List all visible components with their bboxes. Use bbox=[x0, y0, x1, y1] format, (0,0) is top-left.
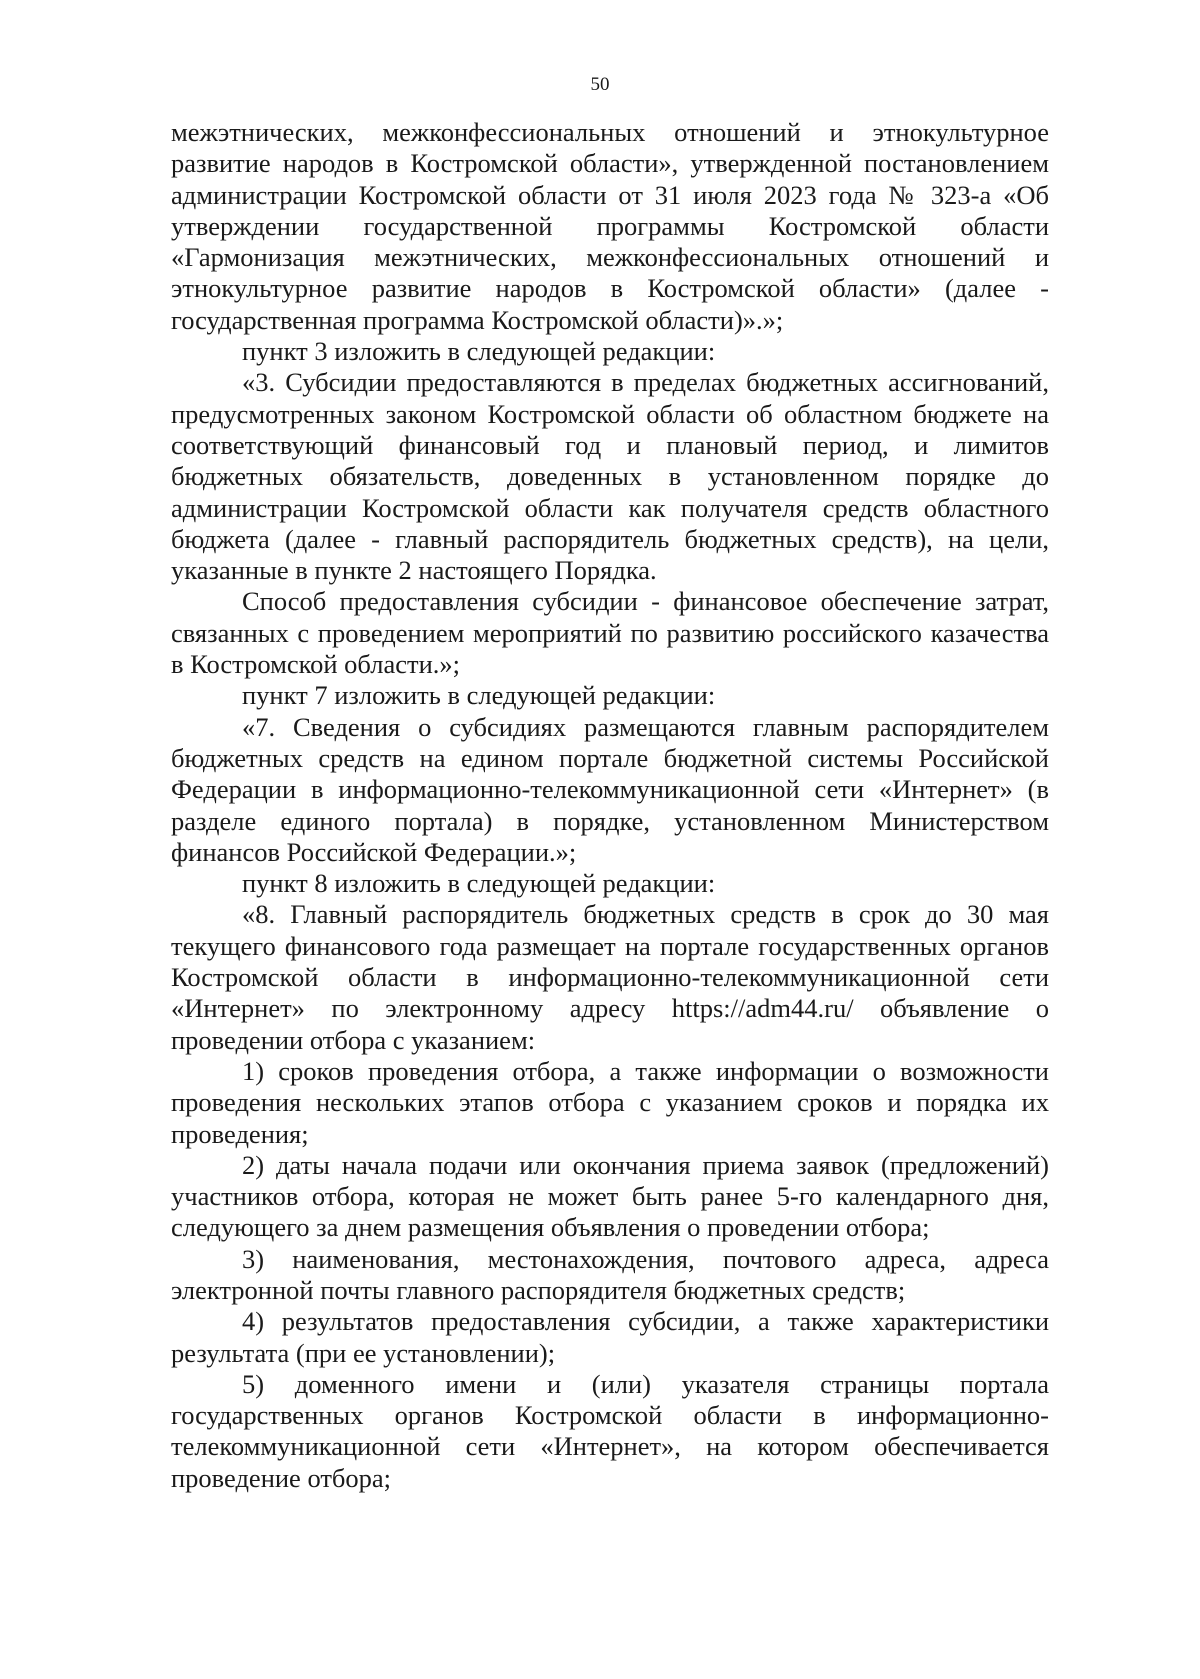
paragraph-subsidy-method: Способ предоставления субсидии - финансовое обеспечение затрат, связанных с проведением мероприятий по развитию российского казачества в Костромской области.»; bbox=[171, 586, 1049, 680]
list-item-1: 1) сроков проведения отбора, а также информации о возможности проведения нескольких этапов отбора с указанием сроков и порядка их проведения; bbox=[171, 1055, 1049, 1149]
list-item-2: 2) даты начала подачи или окончания приема заявок (предложений) участников отбора, которая не может быть ранее 5-го календарного дня, следующего за днем размещения объявления о проведении отбора; bbox=[171, 1149, 1049, 1243]
paragraph-continuation: межэтнических, межконфессиональных отношений и этнокультурное развитие народов в Костромской области», утвержденной постановлением администрации Костромской области от 31 июля 2023 года № 323-а «Об утверждении государственной программы Костромской области «Гармонизация межэтнических, межконфессиональных отношений и этнокультурное развитие народов в Костромской области» (далее - государственная программа Костромской области)».»; bbox=[171, 117, 1049, 335]
document-body bbox=[171, 117, 1049, 1494]
paragraph-point-8-text: «8. Главный распорядитель бюджетных средств в срок до 30 мая текущего финансового года размещает на портале государственных органов Костромской области в информационно-телекоммуникационной сети «Интернет» по электронному адресу https://adm44.ru/ объявление о проведении отбора с указанием: bbox=[171, 899, 1049, 1055]
paragraph-amendment-point-8: пункт 8 изложить в следующей редакции: bbox=[242, 868, 716, 899]
page-number: 50 bbox=[590, 74, 610, 95]
list-item-4: 4) результатов предоставления субсидии, а также характеристики результата (при ее установлении); bbox=[171, 1306, 1049, 1368]
list-item-3: 3) наименования, местонахождения, почтового адреса, адреса электронной почты главного распорядителя бюджетных средств; bbox=[171, 1243, 1049, 1305]
paragraph-point-3-text: «3. Субсидии предоставляются в пределах бюджетных ассигнований, предусмотренных законом Костромской области об областном бюджете на соответствующий финансовый год и плановый период, и лимитов бюджетных обязательств, доведенных в установленном порядке до администрации Костромской области как получателя средств областного бюджета (далее - главный распорядитель бюджетных средств), на цели, указанные в пункте 2 настоящего Порядка. bbox=[171, 367, 1049, 586]
paragraph-amendment-point-3: пункт 3 изложить в следующей редакции: bbox=[242, 336, 716, 367]
paragraph-amendment-point-7: пункт 7 изложить в следующей редакции: bbox=[242, 680, 716, 711]
paragraph-point-7-text: «7. Сведения о субсидиях размещаются главным распорядителем бюджетных средств на едином портале бюджетной системы Российской Федерации в информационно-телекоммуникационной сети «Интернет» (в разделе единого портала) в порядке, установленном Министерством финансов Российской Федерации.»; bbox=[171, 711, 1049, 867]
list-item-5: 5) доменного имени и (или) указателя страницы портала государственных органов Костромской области в информационно-телекоммуникационной сети «Интернет», на котором обеспечивается проведение отбора; bbox=[171, 1368, 1049, 1493]
